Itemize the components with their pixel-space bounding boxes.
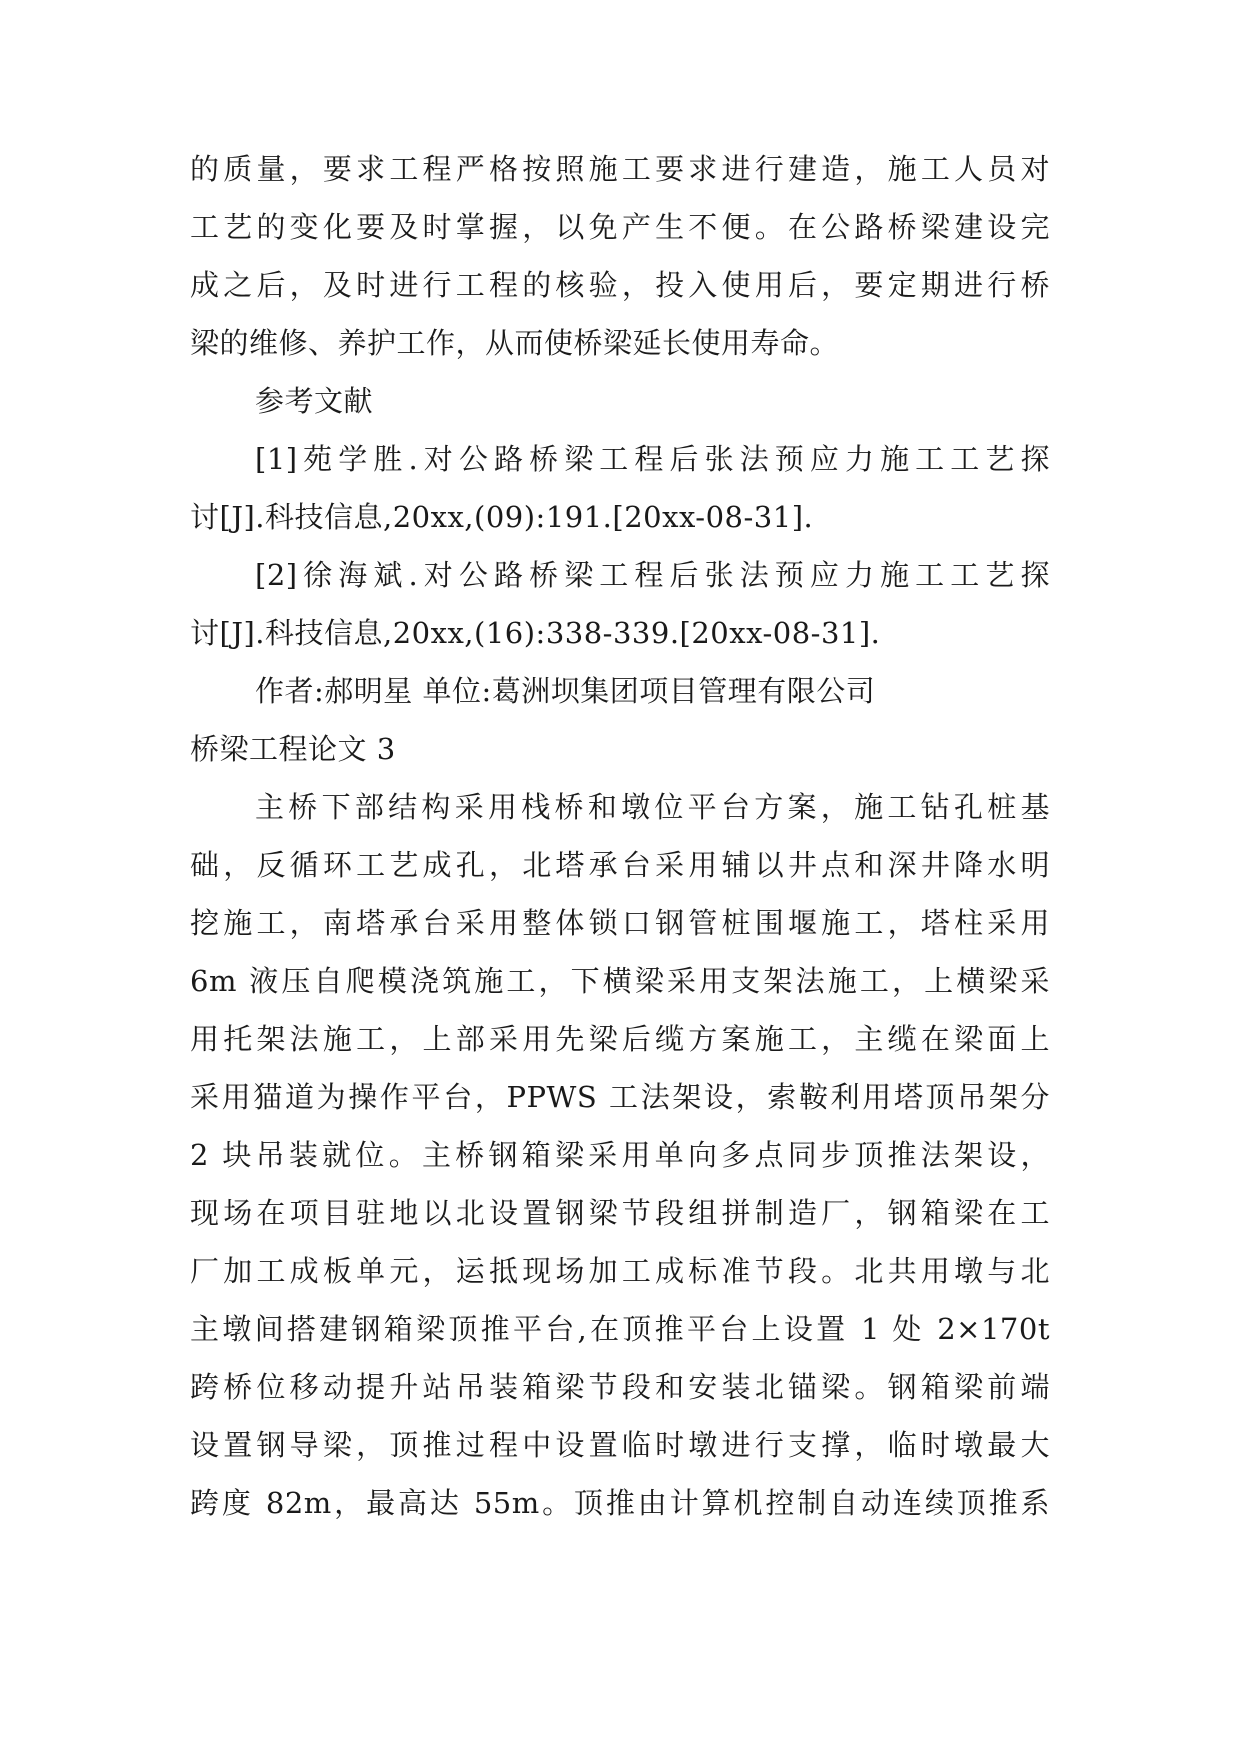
reference-line: 讨[J].科技信息,20xx,(09):191.[20xx-08-31]. [190, 500, 814, 534]
references-heading: 参考文献 [255, 384, 374, 418]
body-text-line: 主桥下部结构采用栈桥和墩位平台方案，施工钻孔桩基 [255, 790, 1050, 824]
reference-line: [1]苑学胜.对公路桥梁工程后张法预应力施工工艺探 [255, 442, 1050, 476]
body-text-line: 2 块吊装就位。主桥钢箱梁采用单向多点同步顶推法架设， [190, 1138, 1050, 1172]
body-text-line: 挖施工，南塔承台采用整体锁口钢管桩围堰施工，塔柱采用 [190, 906, 1050, 940]
body-text-line: 设置钢导梁，顶推过程中设置临时墩进行支撑，临时墩最大 [190, 1428, 1050, 1462]
section-title: 桥梁工程论文 3 [190, 732, 396, 766]
body-text-line: 用托架法施工，上部采用先梁后缆方案施工，主缆在梁面上 [190, 1022, 1050, 1056]
body-text-line: 梁的维修、养护工作，从而使桥梁延长使用寿命。 [190, 326, 840, 360]
reference-line: [2]徐海斌.对公路桥梁工程后张法预应力施工工艺探 [255, 558, 1050, 592]
reference-line: 讨[J].科技信息,20xx,(16):338-339.[20xx-08-31]. [190, 616, 881, 650]
author-line: 作者:郝明星 单位:葛洲坝集团项目管理有限公司 [255, 674, 876, 708]
body-text-line: 采用猫道为操作平台，PPWS 工法架设，索鞍利用塔顶吊架分 [190, 1080, 1050, 1114]
body-text-line: 跨度 82m，最高达 55m。顶推由计算机控制自动连续顶推系 [190, 1486, 1050, 1520]
body-text-line: 工艺的变化要及时掌握，以免产生不便。在公路桥梁建设完 [190, 210, 1050, 244]
body-text-line: 成之后，及时进行工程的核验，投入使用后，要定期进行桥 [190, 268, 1050, 302]
body-text-line: 的质量，要求工程严格按照施工要求进行建造，施工人员对 [190, 152, 1050, 186]
body-text-line: 厂加工成板单元，运抵现场加工成标准节段。北共用墩与北 [190, 1254, 1050, 1288]
body-text-line: 6m 液压自爬模浇筑施工，下横梁采用支架法施工，上横梁采 [190, 964, 1050, 998]
body-text-line: 现场在项目驻地以北设置钢梁节段组拼制造厂，钢箱梁在工 [190, 1196, 1050, 1230]
body-text-line: 础，反循环工艺成孔，北塔承台采用辅以井点和深井降水明 [190, 848, 1050, 882]
body-text-line: 主墩间搭建钢箱梁顶推平台,在顶推平台上设置 1 处 2×170t [190, 1312, 1050, 1346]
body-text-line: 跨桥位移动提升站吊装箱梁节段和安装北锚梁。钢箱梁前端 [190, 1370, 1050, 1404]
